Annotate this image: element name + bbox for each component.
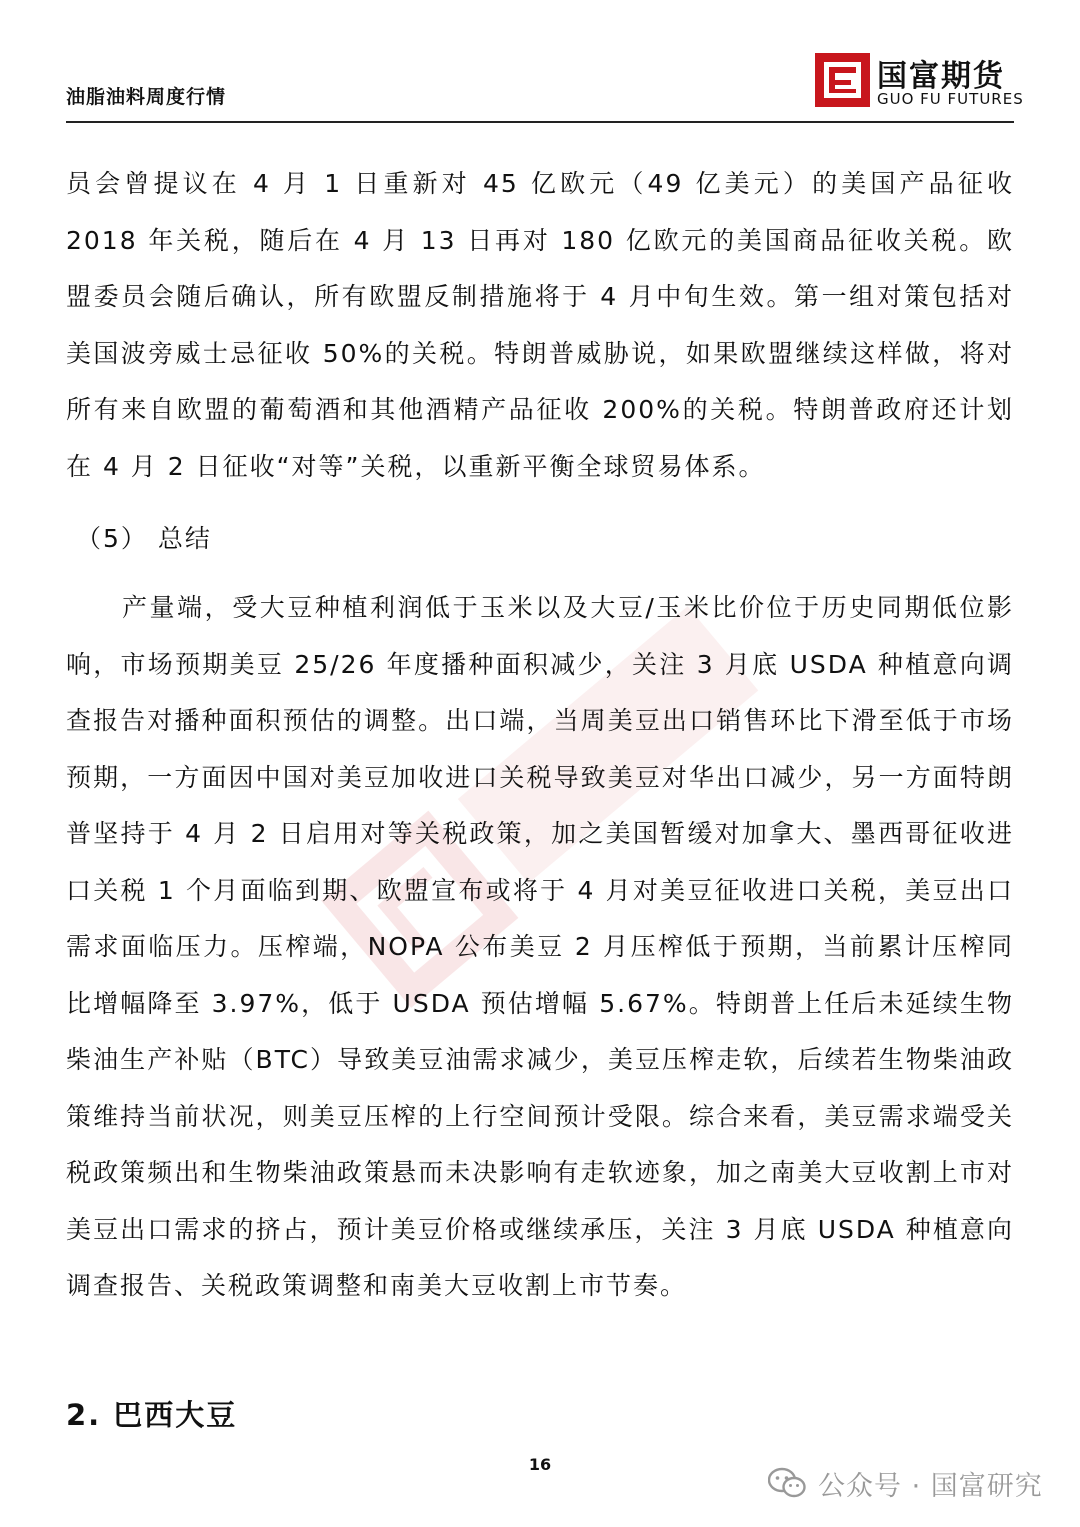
company-logo: [815, 53, 1024, 109]
paragraph-eu-tariffs: 员会曾提议在 4 月 1 日重新对 45 亿欧元（49 亿美元）的美国产品征收 2018 年关税，随后在 4 月 13 日再对 180 亿欧元的美国商品征收关税。欧盟委员会随后确认，所有欧盟反制措施将于 4 月中旬生效。第一组对策包括对美国波旁威士忌征收 50%的关税。特朗普威胁说，如果欧盟继续这样做，将对所有来自欧盟的葡萄酒和其他酒精产品征收 200%的关税。特朗普政府还计划在 4 月 2 日征收“对等”关税，以重新平衡全球贸易体系。: [66, 169, 1014, 481]
wechat-icon: [768, 1467, 806, 1499]
page-number: 16: [528, 1455, 552, 1474]
header-divider: [66, 121, 1014, 123]
section-heading-brazil-soybean: 2. 巴西大豆: [66, 1398, 238, 1432]
report-title: 油脂油料周度行情: [66, 86, 227, 108]
subheading-summary: （5） 总结: [76, 524, 212, 553]
logo-english-text: GUO FU FUTURES: [877, 90, 1024, 108]
logo-chinese-text: 国富期货: [877, 59, 1005, 94]
wechat-account-label: [768, 1463, 1043, 1503]
paragraph-summary: 产量端，受大豆种植利润低于玉米以及大豆/玉米比价位于历史同期低位影响，市场预期美豆 25/26 年度播种面积减少，关注 3 月底 USDA 种植意向调查报告对播种面积预估的调整。出口端，当周美豆出口销售环比下滑至低于市场预期，一方面因中国对美豆加收进口关税导致美豆对华出口减少，另一方面特朗普坚持于 4 月 2 日启用对等关税政策，加之美国暂缓对加拿大、墨西哥征收进口关税 1 个月面临到期、欧盟宣布或将于 4 月对美豆征收进口关税，美豆出口需求面临压力。压榨端，NOPA 公布美豆 2 月压榨低于预期，当前累计压榨同比增幅降至 3.97%，低于 USDA 预估增幅 5.67%。特朗普上任后未延续生物柴油生产补贴（BTC）导致美豆油需求减少，美豆压榨走软，后续若生物柴油政策维持当前状况，则美豆压榨的上行空间预计受限。综合来看，美豆需求端受关税政策频出和生物柴油政策悬而未决影响有走软迹象，加之南美大豆收割上市对美豆出口需求的挤占，预计美豆价格或继续承压，关注 3 月底 USDA 种植意向调查报告、关税政策调整和南美大豆收割上市节奏。: [66, 593, 1014, 1300]
wechat-account-name: 公众号 · 国富研究: [818, 1470, 1043, 1502]
guofu-logo-icon: [815, 53, 870, 107]
